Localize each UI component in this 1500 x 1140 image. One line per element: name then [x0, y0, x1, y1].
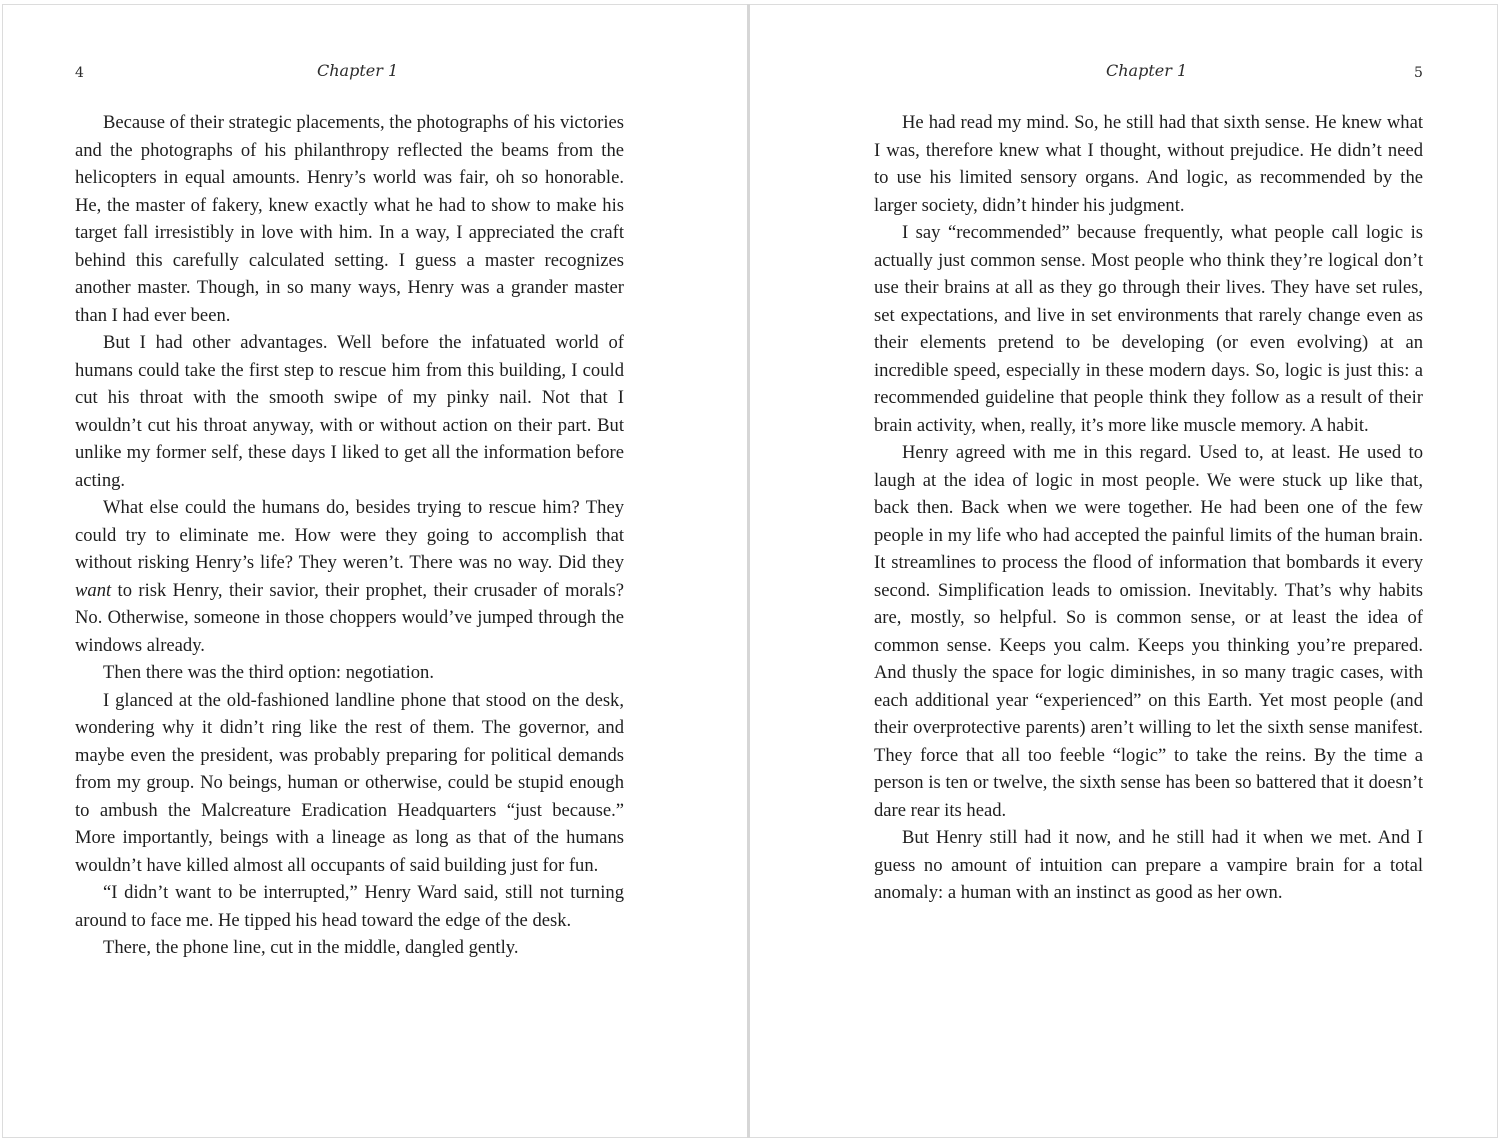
page-number: 4	[75, 65, 84, 81]
paragraph	[75, 494, 624, 659]
page-number: 5	[1414, 65, 1423, 81]
running-head: Chapter 1	[1106, 61, 1188, 80]
paragraph-text: to risk Henry, their savior, their prophet, their crusader of morals? No. Otherwise, someone in those choppers would’ve jumped through the windows already.	[75, 579, 624, 656]
paragraph: He had read my mind. So, he still had that sixth sense. He knew what I was, therefore knew what I thought, without prejudice. He didn’t need to use his limited sensory organs. And logic, as recommended by the larger society, didn’t hinder his judgment.	[874, 112, 1423, 216]
paragraph: There, the phone line, cut in the middle, dangled gently.	[103, 937, 519, 958]
paragraph: But I had other advantages. Well before the infatuated world of humans could take the first step to rescue him from this building, I could cut his throat with the smooth swipe of my pinky nail. Not that I wouldn’t cut his throat anyway, with or without action on their part. But unlike my former self, these days I liked to get all the information before acting.	[75, 332, 624, 491]
right-page	[750, 4, 1498, 1138]
paragraph-text: What else could the humans do, besides trying to rescue him? They could try to eliminate me. How were they going to accomplish that without risking Henry’s life? They weren’t. There was no way. Did they	[75, 497, 624, 573]
paragraph: But Henry still had it now, and he still had it when we met. And I guess no amount of intuition can prepare a vampire brain for a total anomaly: a human with an instinct as good as her own.	[874, 827, 1423, 903]
page-body	[75, 109, 624, 962]
emphasis-text: want	[75, 579, 112, 601]
paragraph: Henry agreed with me in this regard. Used to, at least. He used to laugh at the idea of logic in most people. We were stuck up like that, back then. Back when we were together. He had been one of the few people in my life who had accepted the painful limits of the human brain. It streamlines to process the flood of information that bombards it every second. Simplification leads to omission. Inevitably. That’s why habits are, mostly, so helpful. So is common sense, or at least the idea of common sense. Keeps you calm. Keeps you thinking you’re prepared. And thusly the space for logic diminishes, in so many tragic cases, with each additional year “experienced” on this Earth. Yet most people (and their overprotective parents) aren’t willing to let the sixth sense manifest. They force that all too feeble “logic” to take the reins. By the time a person is ten or twelve, the sixth sense has been so battered that it doesn’t dare rear its head.	[874, 442, 1423, 821]
paragraph: Then there was the third option: negotiation.	[103, 662, 434, 683]
running-head: Chapter 1	[317, 61, 399, 80]
paragraph: I say “recommended” because frequently, what people call logic is actually just common sense. Most people who think they’re logical don’t use their brains at all as they go through their lives. They have set rules, set expectations, and live in set environments that rarely change even as their elements pretend to be developing (or even evolving) at an incredible speed, especially in these modern days. So, logic is just this: a recommended guideline that people think they follow as a result of their brain activity, when, really, it’s more like muscle memory. A habit.	[874, 222, 1423, 436]
paragraph: Because of their strategic placements, the photographs of his victories and the photographs of his philanthropy reflected the beams from the helicopters in equal amounts. Henry’s world was fair, oh so honorable. He, the master of fakery, knew exactly what he had to show to make his target fall irresistibly in love with him. In a way, I appreciated the craft behind this carefully calculated setting. I guess a master recognizes another master. Though, in so many ways, Henry was a grander master than I had ever been.	[75, 112, 624, 326]
paragraph: “I didn’t want to be interrupted,” Henry Ward said, still not turning around to face me. He tipped his head toward the edge of the desk.	[75, 882, 624, 931]
paragraph: I glanced at the old-fashioned landline phone that stood on the desk, wondering why it didn’t ring like the rest of them. The governor, and maybe even the president, was probably preparing for political demands from my group. No beings, human or otherwise, could be stupid enough to ambush the Malcreature Eradication Headquarters “just because.” More importantly, beings with a lineage as long as that of the humans wouldn’t have killed almost all occupants of said building just for fun.	[75, 689, 624, 876]
left-page	[2, 4, 748, 1138]
page-body	[874, 109, 1423, 907]
